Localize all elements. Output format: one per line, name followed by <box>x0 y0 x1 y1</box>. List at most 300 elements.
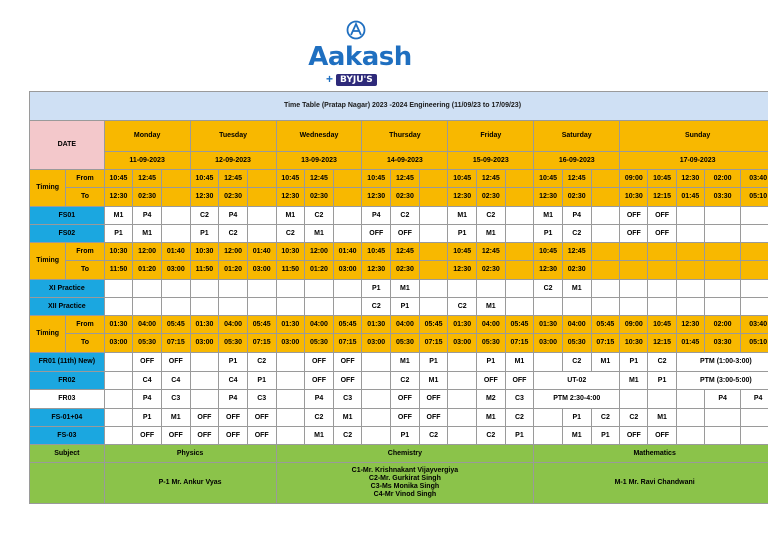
slot: M1 <box>391 280 420 298</box>
time-to: 02:30 <box>562 261 591 280</box>
time-from: 12:00 <box>133 243 162 261</box>
slot: M1 <box>391 353 420 372</box>
slot <box>477 280 506 298</box>
slot: OFF <box>620 427 648 445</box>
slot <box>247 298 276 316</box>
time-from: 01:30 <box>448 316 477 334</box>
time-from: 10:45 <box>448 243 477 261</box>
time-to: 07:15 <box>333 334 362 353</box>
slot <box>676 225 704 243</box>
time-from: 05:45 <box>591 316 620 334</box>
time-to: 03:00 <box>448 334 477 353</box>
slot <box>562 298 591 316</box>
time-to: 01:45 <box>676 188 704 207</box>
slot: OFF <box>161 353 190 372</box>
batch-name: XII Practice <box>30 298 105 316</box>
time-to: 05:30 <box>562 334 591 353</box>
day-header: Tuesday <box>190 121 276 152</box>
slot: OFF <box>620 225 648 243</box>
subject-physics: Physics <box>104 445 276 463</box>
slot: P1 <box>534 225 563 243</box>
date-header: DATE <box>30 121 105 170</box>
time-to: 01:20 <box>219 261 248 280</box>
time-to: 05:30 <box>305 334 334 353</box>
slot: P1 <box>133 409 162 427</box>
timing-label: Timing <box>30 243 66 280</box>
slot: OFF <box>391 225 420 243</box>
slot: OFF <box>362 225 391 243</box>
slot <box>704 409 740 427</box>
time-from <box>704 243 740 261</box>
slot <box>448 427 477 445</box>
slot: OFF <box>305 372 334 390</box>
time-to: 03:30 <box>704 188 740 207</box>
slot <box>190 298 219 316</box>
slot: M1 <box>505 353 534 372</box>
time-to: 05:30 <box>477 334 506 353</box>
slot: OFF <box>333 353 362 372</box>
time-to: 03:00 <box>190 334 219 353</box>
slot <box>190 353 219 372</box>
day-header: Monday <box>104 121 190 152</box>
slot: P1 <box>419 353 448 372</box>
slot <box>190 390 219 409</box>
slot <box>676 207 704 225</box>
time-from: 01:40 <box>247 243 276 261</box>
time-to: 03:00 <box>276 334 305 353</box>
slot: C2 <box>391 372 420 390</box>
slot: C4 <box>219 372 248 390</box>
slot <box>305 280 334 298</box>
day-header: Wednesday <box>276 121 362 152</box>
date-cell: 14-09-2023 <box>362 152 448 170</box>
day-header: Friday <box>448 121 534 152</box>
slot: C4 <box>161 372 190 390</box>
time-from: 05:45 <box>161 316 190 334</box>
day-header: Thursday <box>362 121 448 152</box>
slot: OFF <box>391 390 420 409</box>
from-label: From <box>66 316 104 334</box>
time-to: 07:15 <box>247 334 276 353</box>
time-to <box>419 188 448 207</box>
slot <box>104 390 133 409</box>
subject-chemistry: Chemistry <box>276 445 534 463</box>
time-from: 04:00 <box>391 316 420 334</box>
time-from: 04:00 <box>562 316 591 334</box>
from-label: From <box>66 170 104 188</box>
slot <box>161 280 190 298</box>
slot <box>448 409 477 427</box>
from-label: From <box>66 243 104 261</box>
slot: C2 <box>362 298 391 316</box>
slot <box>620 390 648 409</box>
time-to: 12:30 <box>534 188 563 207</box>
slot <box>648 298 676 316</box>
time-to: 12:15 <box>648 334 676 353</box>
time-to: 07:15 <box>161 334 190 353</box>
slot <box>448 280 477 298</box>
slot: OFF <box>648 225 676 243</box>
slot <box>190 372 219 390</box>
slot <box>648 390 676 409</box>
slot <box>247 280 276 298</box>
slot <box>534 409 563 427</box>
slot <box>133 280 162 298</box>
time-from <box>591 170 620 188</box>
date-cell: 16-09-2023 <box>534 152 620 170</box>
slot <box>448 372 477 390</box>
time-to: 03:00 <box>333 261 362 280</box>
aakash-logo <box>300 14 420 88</box>
slot <box>676 427 704 445</box>
timing-label: Timing <box>30 316 66 353</box>
faculty-chemistry-line: C3-Ms Monika Singh <box>370 483 440 490</box>
time-to <box>161 188 190 207</box>
logo-sub: BYJU'S <box>336 74 377 86</box>
time-from: 12:45 <box>305 170 334 188</box>
slot: OFF <box>190 427 219 445</box>
slot <box>161 225 190 243</box>
slot: P1 <box>219 353 248 372</box>
time-to <box>620 261 648 280</box>
slot: OFF <box>219 409 248 427</box>
batch-name: FS01 <box>30 207 105 225</box>
slot: P4 <box>741 390 768 409</box>
slot: C2 <box>219 225 248 243</box>
slot <box>362 427 391 445</box>
time-to <box>505 261 534 280</box>
time-from: 04:00 <box>305 316 334 334</box>
faculty-chemistry <box>276 463 534 504</box>
slot <box>505 225 534 243</box>
slot <box>276 409 305 427</box>
slot: P1 <box>448 225 477 243</box>
slot: C2 <box>333 427 362 445</box>
time-from: 05:45 <box>419 316 448 334</box>
time-from: 12:45 <box>391 170 420 188</box>
time-from: 04:00 <box>133 316 162 334</box>
time-to <box>591 261 620 280</box>
slot <box>704 298 740 316</box>
timing-label: Timing <box>30 170 66 207</box>
time-to <box>591 188 620 207</box>
slot <box>648 280 676 298</box>
time-from: 10:45 <box>190 170 219 188</box>
time-from: 01:30 <box>104 316 133 334</box>
slot <box>104 298 133 316</box>
time-from: 10:45 <box>534 243 563 261</box>
slot <box>741 280 768 298</box>
slot <box>620 280 648 298</box>
ptm-note: PTM 2:30-4:00 <box>534 390 620 409</box>
slot <box>741 298 768 316</box>
slot: C2 <box>305 207 334 225</box>
slot: P1 <box>591 427 620 445</box>
slot <box>591 207 620 225</box>
time-to: 07:15 <box>505 334 534 353</box>
date-cell: 13-09-2023 <box>276 152 362 170</box>
time-to: 05:30 <box>219 334 248 353</box>
slot: P1 <box>362 280 391 298</box>
slot: C2 <box>190 207 219 225</box>
time-from: 10:45 <box>362 243 391 261</box>
batch-name: XI Practice <box>30 280 105 298</box>
slot <box>676 298 704 316</box>
slot <box>704 280 740 298</box>
slot: C2 <box>477 427 506 445</box>
time-to: 12:30 <box>190 188 219 207</box>
time-to <box>741 261 768 280</box>
slot: OFF <box>247 427 276 445</box>
slot: M1 <box>419 372 448 390</box>
slot: P1 <box>391 427 420 445</box>
slot: M1 <box>305 225 334 243</box>
slot <box>419 298 448 316</box>
slot: M1 <box>448 207 477 225</box>
time-to: 02:30 <box>305 188 334 207</box>
time-from: 05:45 <box>333 316 362 334</box>
slot <box>534 353 563 372</box>
time-to: 12:30 <box>534 261 563 280</box>
time-from: 09:00 <box>620 170 648 188</box>
slot <box>704 207 740 225</box>
slot <box>219 280 248 298</box>
slot: OFF <box>247 409 276 427</box>
time-from: 12:45 <box>391 243 420 261</box>
slot: C2 <box>648 353 676 372</box>
aakash-emblem-icon <box>346 20 366 40</box>
time-from: 01:30 <box>276 316 305 334</box>
slot: C2 <box>477 207 506 225</box>
faculty-chemistry-line: C1-Mr. Krishnakant Vijayvergiya <box>351 467 459 474</box>
slot <box>741 427 768 445</box>
time-to: 03:00 <box>161 261 190 280</box>
time-to: 07:15 <box>591 334 620 353</box>
time-to: 02:30 <box>391 188 420 207</box>
time-to: 03:00 <box>247 261 276 280</box>
time-to <box>505 188 534 207</box>
slot: C2 <box>505 409 534 427</box>
time-to: 01:20 <box>305 261 334 280</box>
batch-name: FS-01+04 <box>30 409 105 427</box>
slot: P1 <box>391 298 420 316</box>
slot: M1 <box>276 207 305 225</box>
time-to: 03:00 <box>362 334 391 353</box>
time-from <box>648 243 676 261</box>
time-from <box>247 170 276 188</box>
slot: OFF <box>620 207 648 225</box>
slot: M1 <box>305 427 334 445</box>
time-to: 02:30 <box>562 188 591 207</box>
slot <box>534 298 563 316</box>
date-cell: 12-09-2023 <box>190 152 276 170</box>
time-from: 03:40 <box>741 170 768 188</box>
slot: C4 <box>133 372 162 390</box>
to-label: To <box>66 188 104 207</box>
slot <box>333 280 362 298</box>
time-from: 10:30 <box>190 243 219 261</box>
slot: M1 <box>104 207 133 225</box>
slot <box>704 427 740 445</box>
slot: M1 <box>133 225 162 243</box>
time-from <box>505 170 534 188</box>
time-to: 12:30 <box>362 261 391 280</box>
batch-name: FR01 (11th) New) <box>30 353 105 372</box>
slot: P1 <box>620 353 648 372</box>
slot <box>419 207 448 225</box>
slot: P1 <box>477 353 506 372</box>
slot <box>676 280 704 298</box>
time-from: 12:45 <box>133 170 162 188</box>
slot: OFF <box>219 427 248 445</box>
date-cell: 11-09-2023 <box>104 152 190 170</box>
slot: OFF <box>391 409 420 427</box>
time-to <box>648 261 676 280</box>
time-to: 03:30 <box>704 334 740 353</box>
slot <box>133 298 162 316</box>
time-from: 10:30 <box>104 243 133 261</box>
time-from: 01:40 <box>333 243 362 261</box>
time-from: 10:45 <box>276 170 305 188</box>
time-to: 11:50 <box>190 261 219 280</box>
slot <box>505 207 534 225</box>
slot: P4 <box>219 390 248 409</box>
ut-note: UT-02 <box>534 372 620 390</box>
slot <box>448 353 477 372</box>
time-from <box>419 243 448 261</box>
time-from: 12:45 <box>477 243 506 261</box>
slot: P4 <box>704 390 740 409</box>
time-from: 05:45 <box>247 316 276 334</box>
time-from <box>676 243 704 261</box>
slot <box>219 298 248 316</box>
time-from: 12:45 <box>562 243 591 261</box>
time-to: 10:30 <box>620 334 648 353</box>
slot: P1 <box>190 225 219 243</box>
time-to: 01:20 <box>133 261 162 280</box>
slot: M1 <box>648 409 676 427</box>
slot: M1 <box>534 207 563 225</box>
slot <box>505 280 534 298</box>
time-to: 02:30 <box>477 188 506 207</box>
subject-mathematics: Mathematics <box>534 445 768 463</box>
slot <box>247 225 276 243</box>
time-to: 11:50 <box>104 261 133 280</box>
time-to: 05:10 <box>741 334 768 353</box>
slot <box>276 390 305 409</box>
time-to: 12:15 <box>648 188 676 207</box>
slot: OFF <box>419 390 448 409</box>
slot <box>333 207 362 225</box>
time-from: 01:30 <box>362 316 391 334</box>
time-to <box>333 188 362 207</box>
slot: P1 <box>648 372 676 390</box>
slot: M1 <box>161 409 190 427</box>
subject-label: Subject <box>30 445 105 463</box>
logo-plus: + <box>326 72 334 86</box>
slot <box>305 298 334 316</box>
slot: M1 <box>333 409 362 427</box>
batch-name: FR03 <box>30 390 105 409</box>
ptm-note: PTM (1:00-3:00) <box>676 353 768 372</box>
slot: OFF <box>133 427 162 445</box>
slot: C2 <box>591 409 620 427</box>
slot <box>247 207 276 225</box>
slot: P1 <box>505 427 534 445</box>
slot: C2 <box>534 280 563 298</box>
time-from: 01:30 <box>534 316 563 334</box>
time-from: 10:45 <box>648 170 676 188</box>
day-header: Sunday <box>620 121 768 152</box>
slot: C2 <box>562 353 591 372</box>
slot <box>276 298 305 316</box>
slot: M1 <box>562 427 591 445</box>
slot <box>419 280 448 298</box>
time-to: 12:30 <box>104 188 133 207</box>
slot <box>104 353 133 372</box>
slot: C3 <box>161 390 190 409</box>
time-from: 05:45 <box>505 316 534 334</box>
slot: C2 <box>305 409 334 427</box>
faculty-chemistry-line: C2-Mr. Gurkirat Singh <box>368 475 441 482</box>
faculty-chemistry-line: C4-Mr Vinod Singh <box>373 491 437 498</box>
time-to: 02:30 <box>391 261 420 280</box>
time-from <box>620 243 648 261</box>
slot: OFF <box>419 409 448 427</box>
time-from: 02:00 <box>704 316 740 334</box>
slot <box>741 225 768 243</box>
slot: OFF <box>161 427 190 445</box>
slot <box>362 390 391 409</box>
time-to <box>704 261 740 280</box>
time-to <box>419 261 448 280</box>
slot <box>362 353 391 372</box>
slot <box>419 225 448 243</box>
slot <box>161 298 190 316</box>
time-from <box>419 170 448 188</box>
time-to <box>247 188 276 207</box>
slot <box>190 280 219 298</box>
slot: OFF <box>648 207 676 225</box>
time-to: 11:50 <box>276 261 305 280</box>
time-from: 12:45 <box>477 170 506 188</box>
slot: C3 <box>333 390 362 409</box>
time-from: 01:30 <box>190 316 219 334</box>
slot: P1 <box>562 409 591 427</box>
slot: OFF <box>505 372 534 390</box>
time-from: 10:30 <box>276 243 305 261</box>
title: Time Table (Pratap Nagar) 2023 -2024 Engineering (11/09/23 to 17/09/23) <box>30 92 768 121</box>
slot: P4 <box>133 207 162 225</box>
slot <box>676 390 704 409</box>
slot <box>333 298 362 316</box>
batch-name: FR02 <box>30 372 105 390</box>
time-from <box>591 243 620 261</box>
time-to: 12:30 <box>448 261 477 280</box>
time-to: 05:30 <box>391 334 420 353</box>
slot: M1 <box>477 225 506 243</box>
slot <box>591 225 620 243</box>
slot: P4 <box>562 207 591 225</box>
time-to: 03:00 <box>534 334 563 353</box>
slot: C2 <box>247 353 276 372</box>
slot <box>676 409 704 427</box>
slot <box>534 427 563 445</box>
slot <box>591 298 620 316</box>
slot <box>741 409 768 427</box>
slot <box>505 298 534 316</box>
slot <box>333 225 362 243</box>
